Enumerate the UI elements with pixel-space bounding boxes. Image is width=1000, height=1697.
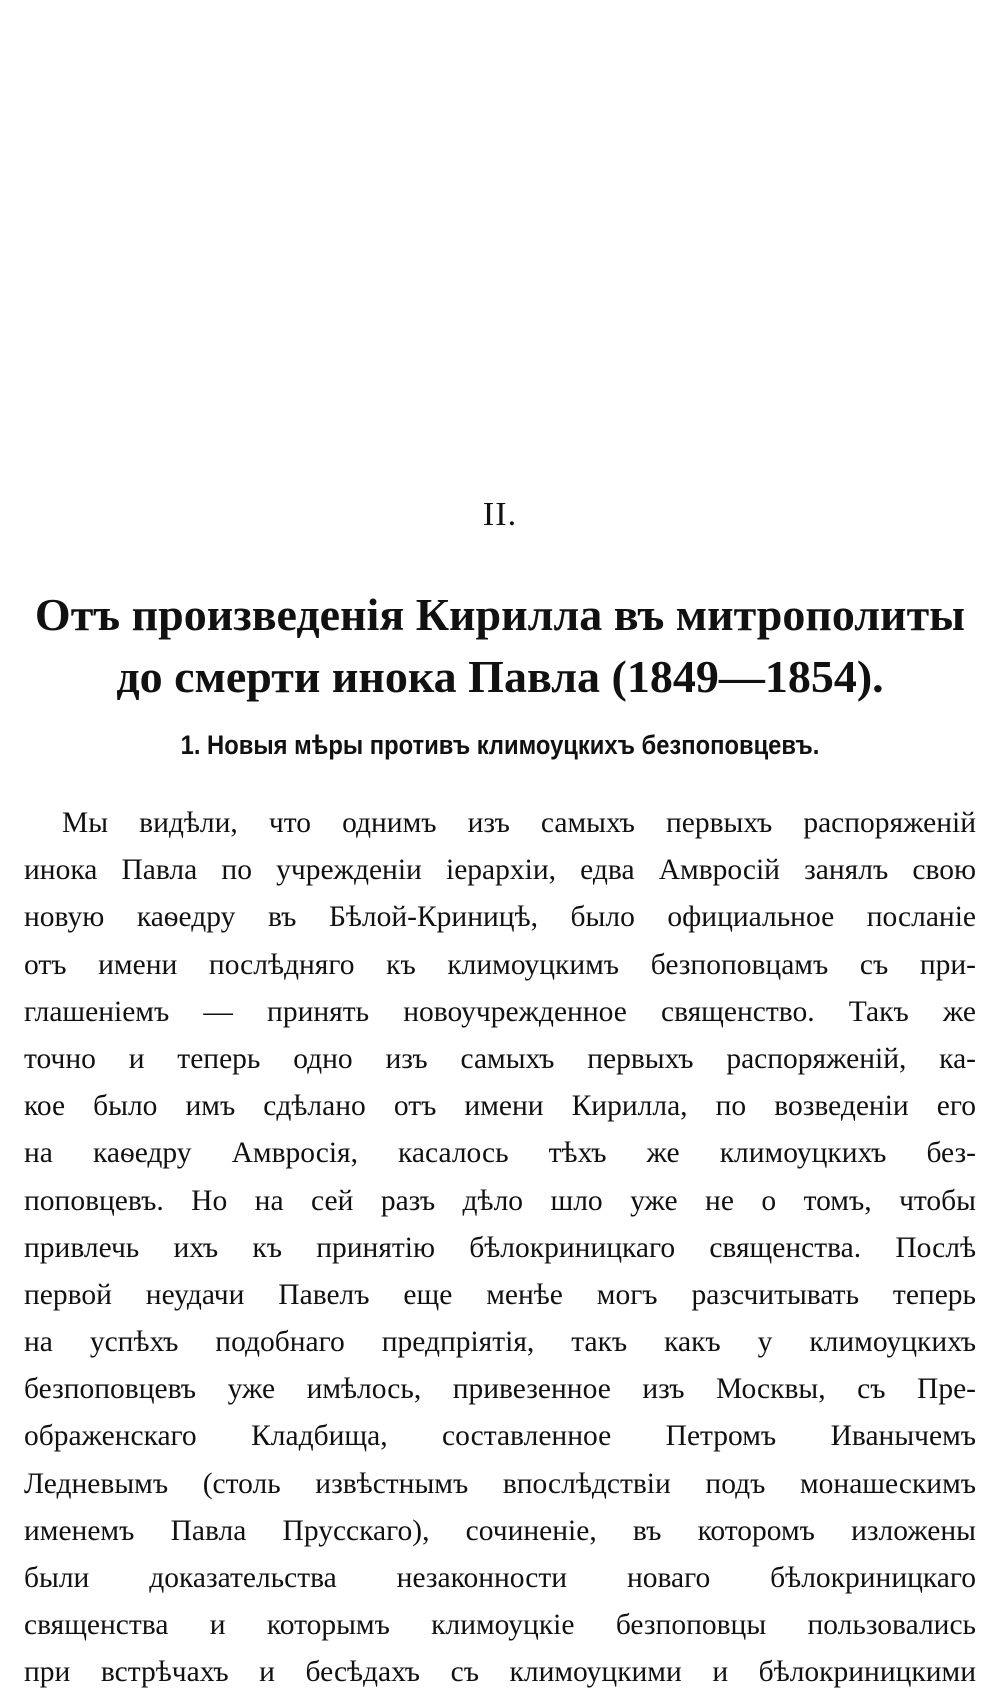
text-line: при встрѣчахъ и бесѣдахъ съ климоуцкими и бѣлокриницкими [24,1656,976,1689]
text-line: на успѣхъ подобнаго предпріятія, такъ какъ у климоуцкихъ [24,1326,976,1359]
text-line: священства и которымъ климоуцкіе безпоповцы пользовались [24,1609,976,1642]
text-line: первой неудачи Павелъ еще менѣе могъ разсчитывать теперь [24,1278,976,1311]
text-line: ображенскаго Кладбища, составленное Петромъ Иванычемъ [24,1420,976,1453]
text-line: Мы видѣли, что однимъ изъ самыхъ первыхъ распоряженій [62,807,976,839]
text-line: безпоповцевъ уже имѣлось, привезенное изъ Москвы, съ Пре- [24,1373,976,1406]
text-line: поповцевъ. Но на сей разъ дѣло шло уже не о томъ, чтобы [24,1184,976,1217]
text-line: новую каѳедру въ Бѣлой-Криницѣ, было официальное посланіе [24,901,976,934]
text-line: отъ имени послѣдняго къ климоуцкимъ безпоповцамъ съ при- [24,948,976,981]
text-line: кое было имъ сдѣлано отъ имени Кирилла, по возведеніи его [24,1090,976,1123]
text-line: привлечь ихъ къ принятію бѣлокриницкаго священства. Послѣ [24,1231,976,1264]
text-line: именемъ Павла Прусскаго), сочиненіе, въ которомъ изложены [24,1514,976,1547]
chapter-number: II. [482,496,518,533]
section-heading: 1. Новыя мѣры противъ климоуцкихъ безпоповцевъ. [180,730,820,760]
chapter-title-line: Отъ произведенія Кирилла въ митрополиты [34,589,966,640]
text-line: Ледневымъ (столь извѣстнымъ впослѣдствіи подъ монашескимъ [24,1467,976,1500]
chapter-title [20,584,980,708]
text-line: были доказательства незаконности новаго бѣлокриницкаго [24,1562,976,1594]
text-line: инока Павла по учрежденіи іерархіи, едва Амвросій занялъ свою [24,854,976,887]
body-paragraph [24,800,976,1697]
text-line: на каѳедру Амвросія, касалось тѣхъ же климоуцкихъ без- [24,1137,976,1170]
text-line: глашеніемъ — принять новоучрежденное священство. Такъ же [24,995,976,1028]
chapter-title-line: до смерти инока Павла (1849—1854). [116,651,884,702]
text-line: точно и теперь одно изъ самыхъ первыхъ распоряженій, ка- [24,1042,976,1075]
